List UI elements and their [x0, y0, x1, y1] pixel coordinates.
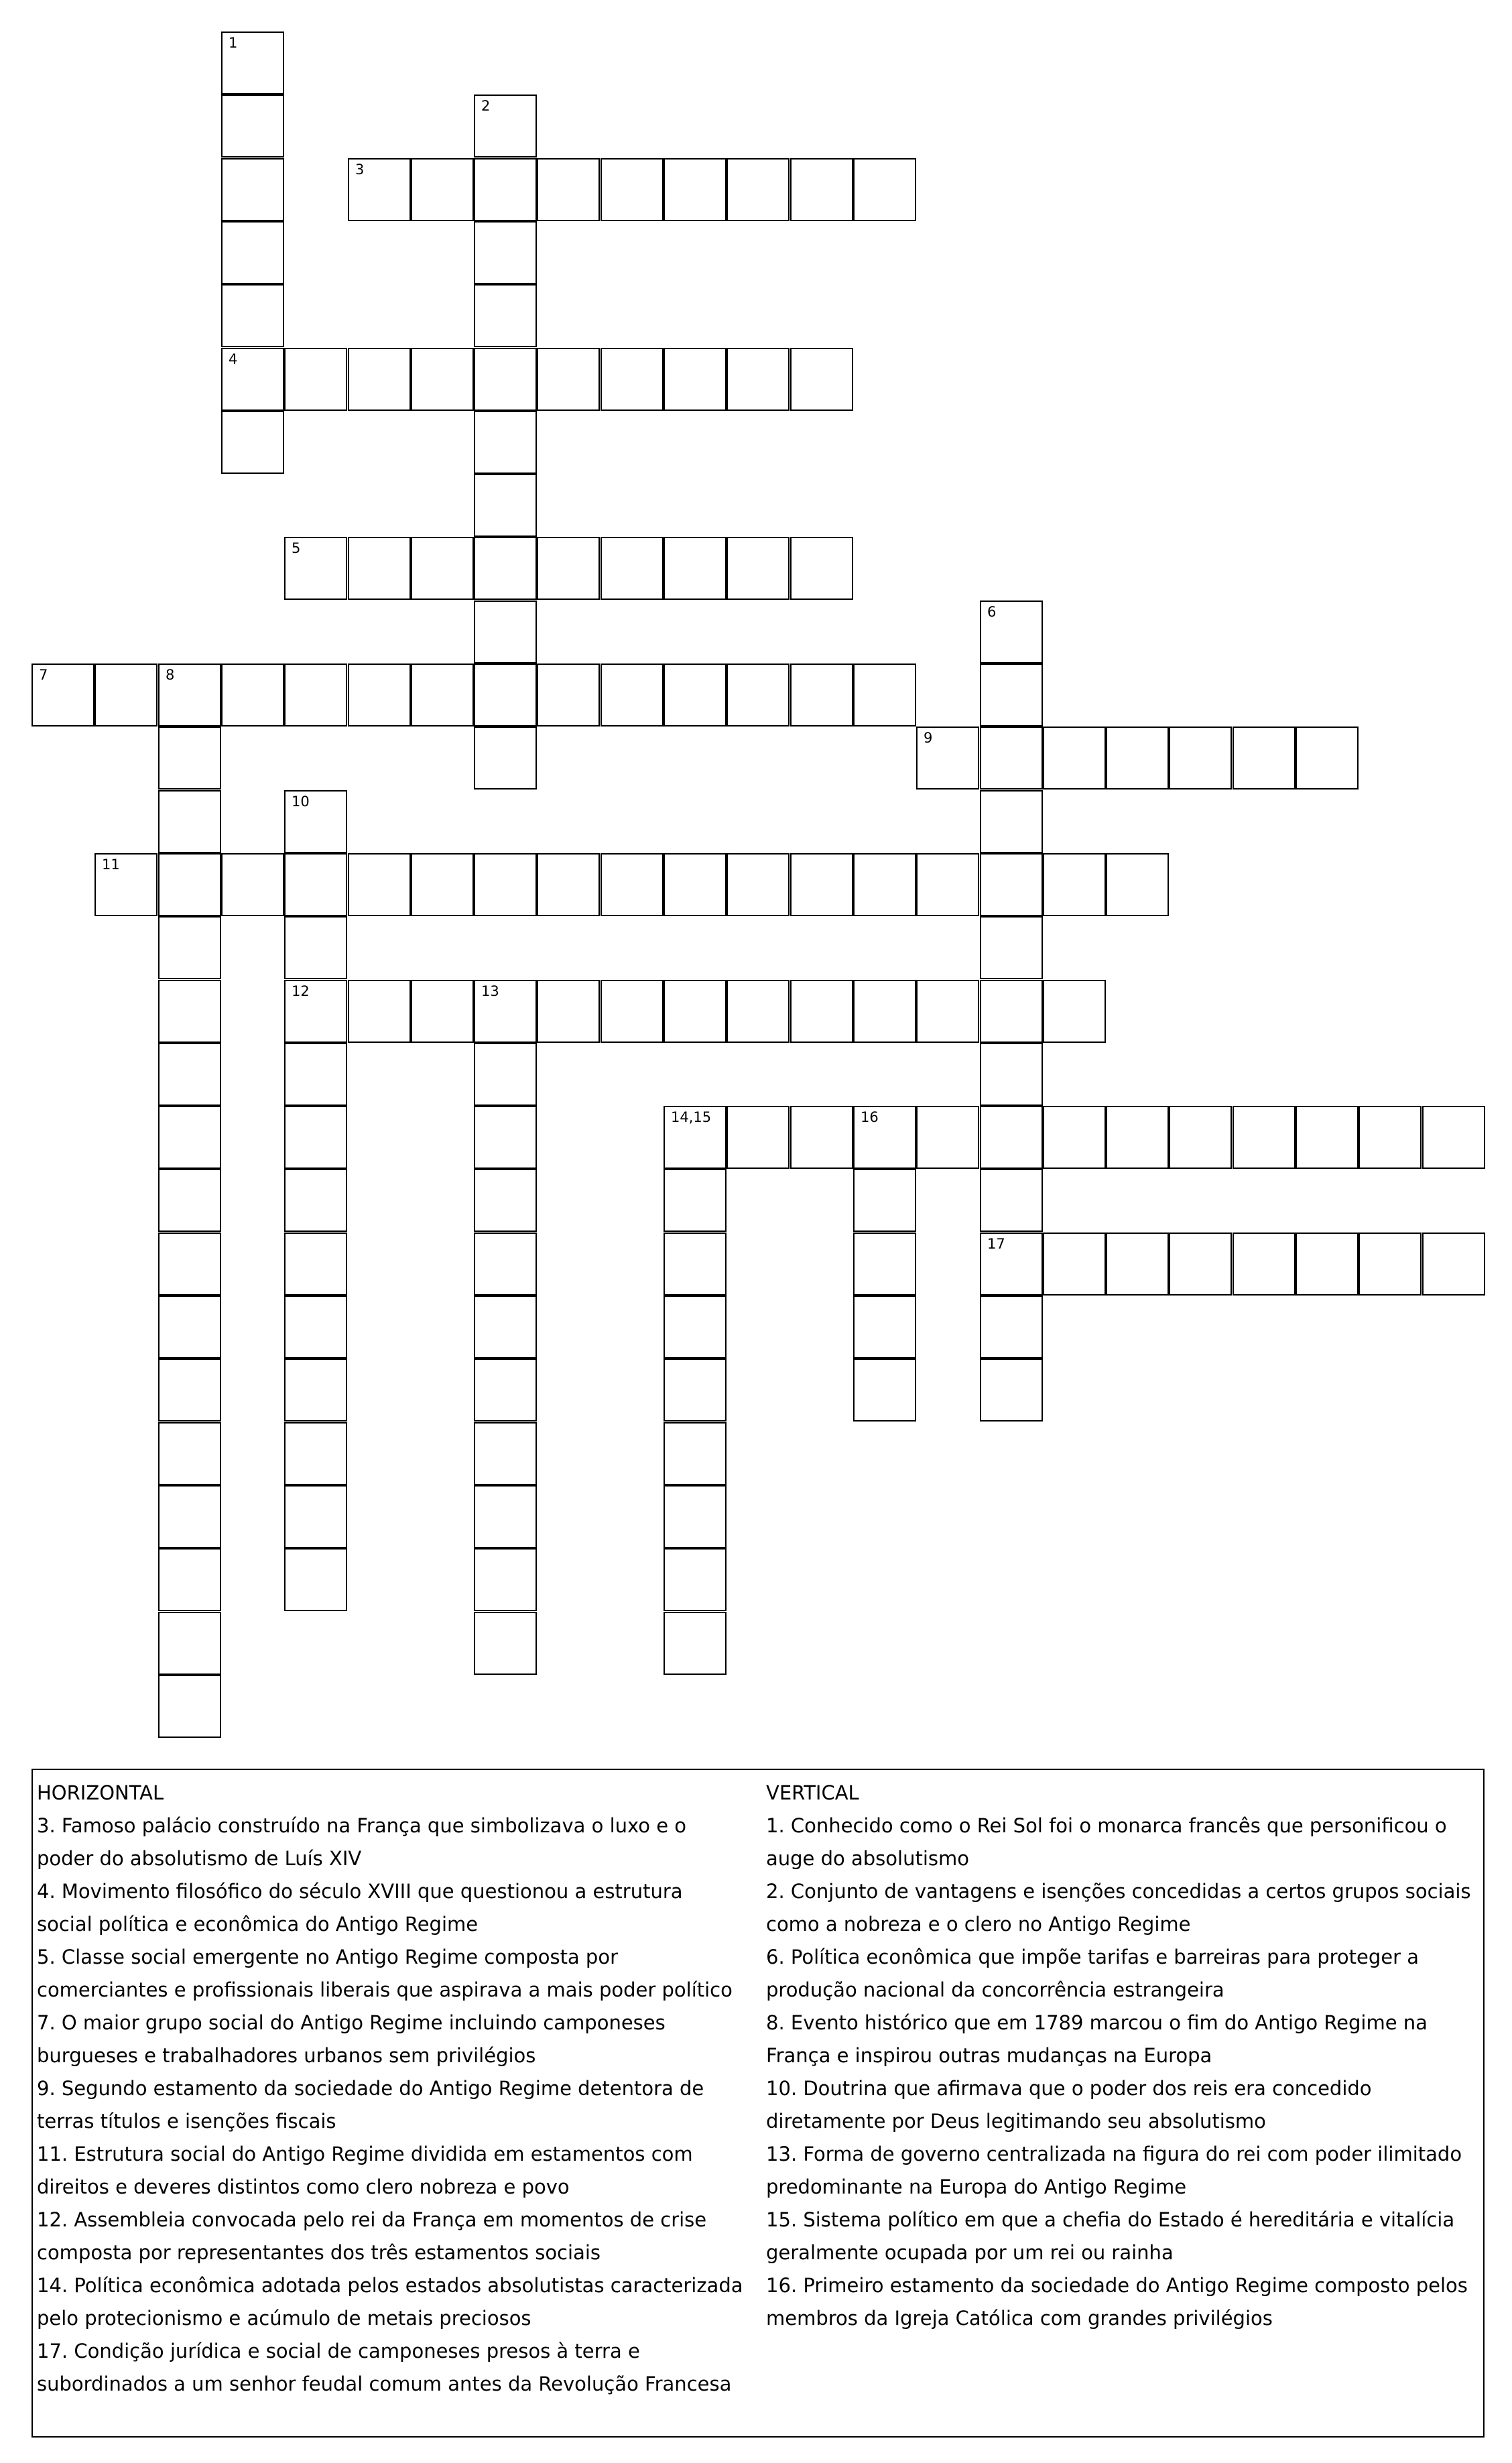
grid-cell[interactable]: [348, 537, 411, 600]
horizontal-heading: HORIZONTAL: [37, 1781, 164, 1804]
clue-v8: 8. Evento histórico que em 1789 marcou o fim do Antigo Regime na França e inspirou outras mudanças na Europa: [766, 2011, 1428, 2067]
clue-v1: 1. Conhecido como o Rei Sol foi o monarca francês que personificou o auge do absolutismo: [766, 1814, 1447, 1870]
grid-cell[interactable]: [474, 94, 537, 157]
grid-cell[interactable]: [474, 348, 537, 411]
grid-cell[interactable]: [1043, 853, 1106, 916]
grid-cell[interactable]: [158, 727, 221, 790]
grid-cell[interactable]: [664, 664, 727, 727]
clue-number: 1: [229, 35, 238, 51]
grid-cell[interactable]: [221, 158, 284, 221]
grid-cell[interactable]: [1106, 853, 1169, 916]
grid-cell[interactable]: [727, 980, 790, 1043]
grid-cell[interactable]: [853, 1106, 916, 1169]
clue-number: 8: [166, 667, 175, 683]
clue-v2: 2. Conjunto de vantagens e isenções concedidas a certos grupos sociais como a nobreza e o clero no Antigo Regime: [766, 1880, 1471, 1936]
vertical-clues: [766, 1777, 1473, 2335]
grid-cell[interactable]: [474, 1548, 537, 1611]
grid-cell[interactable]: [284, 916, 347, 979]
grid-cell[interactable]: [980, 1169, 1043, 1232]
grid-cell[interactable]: [411, 980, 474, 1043]
grid-cell[interactable]: [664, 853, 727, 916]
grid-cell[interactable]: [474, 474, 537, 537]
grid-cell[interactable]: [1422, 1233, 1485, 1296]
grid-cell[interactable]: [1296, 1233, 1359, 1296]
grid-cell[interactable]: [411, 158, 474, 221]
grid-cell[interactable]: [790, 980, 853, 1043]
clue-v13: 13. Forma de governo centralizada na figura do rei com poder ilimitado predominante na Europa do Antigo Regime: [766, 2143, 1462, 2198]
grid-cell[interactable]: [664, 1359, 727, 1422]
grid-cell[interactable]: [348, 158, 411, 221]
grid-cell[interactable]: [474, 158, 537, 221]
grid-cell[interactable]: [474, 1359, 537, 1422]
grid-cell[interactable]: [853, 1359, 916, 1422]
grid-cell[interactable]: [474, 853, 537, 916]
grid-cell[interactable]: [1106, 1233, 1169, 1296]
clue-number: 10: [292, 794, 310, 810]
clue-h14: 14. Política econômica adotada pelos estados absolutistas caracterizada pelo protecionismo e acúmulo de metais preciosos: [37, 2274, 743, 2330]
grid-cell[interactable]: [727, 158, 790, 221]
grid-cell[interactable]: [221, 853, 284, 916]
grid-cell[interactable]: [853, 853, 916, 916]
grid-cell[interactable]: [916, 1106, 979, 1169]
grid-cell[interactable]: [158, 1612, 221, 1675]
clue-h3: 3. Famoso palácio construído na França que simbolizava o luxo e o poder do absolutismo de Luís XIV: [37, 1814, 687, 1870]
grid-cell[interactable]: [790, 348, 853, 411]
grid-cell[interactable]: [727, 853, 790, 916]
grid-cell[interactable]: [284, 853, 347, 916]
grid-cell[interactable]: [664, 1612, 727, 1675]
grid-cell[interactable]: [601, 664, 664, 727]
grid-cell[interactable]: [853, 1169, 916, 1232]
grid-cell[interactable]: [158, 1233, 221, 1296]
clue-number: 5: [292, 540, 301, 556]
clue-number: 17: [987, 1236, 1005, 1252]
clue-v10: 10. Doutrina que afirmava que o poder dos reis era concedido diretamente por Deus legitimando seu absolutismo: [766, 2077, 1372, 2133]
grid-cell[interactable]: [474, 1422, 537, 1485]
grid-cell[interactable]: [221, 221, 284, 284]
grid-cell[interactable]: [664, 348, 727, 411]
clue-number: 11: [102, 857, 120, 873]
grid-cell[interactable]: [1233, 1233, 1296, 1296]
grid-cell[interactable]: [853, 1233, 916, 1296]
grid-cell[interactable]: [284, 1485, 347, 1548]
grid-cell[interactable]: [474, 1612, 537, 1675]
grid-cell[interactable]: [158, 1485, 221, 1548]
grid-cell[interactable]: [221, 94, 284, 157]
grid-cell[interactable]: [158, 1296, 221, 1359]
grid-cell[interactable]: [727, 348, 790, 411]
grid-cell[interactable]: [601, 980, 664, 1043]
grid-cell[interactable]: [411, 537, 474, 600]
clue-number: 12: [292, 983, 310, 999]
clue-number: 16: [861, 1109, 879, 1125]
grid-cell[interactable]: [853, 158, 916, 221]
grid-cell[interactable]: [474, 1485, 537, 1548]
grid-cell[interactable]: [727, 664, 790, 727]
grid-cell[interactable]: [980, 601, 1043, 664]
clues-box: [32, 1769, 1485, 2438]
grid-cell[interactable]: [158, 1422, 221, 1485]
clue-v15: 15. Sistema político em que a chefia do Estado é hereditária e vitalícia geralmente ocupada por um rei ou rainha: [766, 2208, 1455, 2264]
grid-cell[interactable]: [853, 1296, 916, 1359]
grid-cell[interactable]: [284, 1106, 347, 1169]
grid-cell[interactable]: [980, 1043, 1043, 1106]
grid-cell[interactable]: [474, 221, 537, 284]
grid-cell[interactable]: [1233, 1106, 1296, 1169]
grid-cell[interactable]: [284, 1359, 347, 1422]
grid-cell[interactable]: [664, 1233, 727, 1296]
clue-number: 7: [39, 667, 48, 683]
grid-cell[interactable]: [1043, 980, 1106, 1043]
horizontal-clues: [37, 1777, 744, 2401]
grid-cell[interactable]: [537, 853, 600, 916]
grid-cell[interactable]: [1359, 1106, 1422, 1169]
grid-cell[interactable]: [664, 1169, 727, 1232]
grid-cell[interactable]: [474, 664, 537, 727]
grid-cell[interactable]: [1422, 1106, 1485, 1169]
grid-cell[interactable]: [221, 31, 284, 94]
grid-cell[interactable]: [601, 348, 664, 411]
grid-cell[interactable]: [284, 1296, 347, 1359]
clue-v16: 16. Primeiro estamento da sociedade do Antigo Regime composto pelos membros da Igreja Católica com grandes privilégios: [766, 2274, 1468, 2330]
clue-h17: 17. Condição jurídica e social de camponeses presos à terra e subordinados a um senhor feudal comum antes da Revolução Francesa: [37, 2340, 732, 2395]
grid-cell[interactable]: [221, 348, 284, 411]
grid-cell[interactable]: [158, 853, 221, 916]
grid-cell[interactable]: [1043, 1233, 1106, 1296]
vertical-heading: VERTICAL: [766, 1781, 859, 1804]
grid-cell[interactable]: [158, 1359, 221, 1422]
grid-cell[interactable]: [1169, 1233, 1232, 1296]
grid-cell[interactable]: [980, 980, 1043, 1043]
grid-cell[interactable]: [284, 1043, 347, 1106]
grid-cell[interactable]: [158, 916, 221, 979]
grid-cell[interactable]: [980, 1359, 1043, 1422]
clue-h9: 9. Segundo estamento da sociedade do Antigo Regime detentora de terras títulos e isenções fiscais: [37, 2077, 704, 2133]
clue-number: 13: [481, 983, 499, 999]
clue-number: 6: [987, 604, 997, 620]
grid-cell[interactable]: [284, 348, 347, 411]
clue-number: 9: [924, 730, 933, 746]
grid-cell[interactable]: [980, 664, 1043, 727]
grid-cell[interactable]: [537, 348, 600, 411]
grid-cell[interactable]: [1106, 1106, 1169, 1169]
grid-cell[interactable]: [664, 980, 727, 1043]
clue-h7: 7. O maior grupo social do Antigo Regime incluindo camponeses burgueses e trabalhadores urbanos sem privilégios: [37, 2011, 666, 2067]
grid-cell[interactable]: [916, 727, 979, 790]
grid-cell[interactable]: [790, 1106, 853, 1169]
grid-cell[interactable]: [158, 1106, 221, 1169]
grid-cell[interactable]: [158, 790, 221, 853]
grid-cell[interactable]: [221, 664, 284, 727]
grid-cell[interactable]: [1296, 1106, 1359, 1169]
grid-cell[interactable]: [94, 664, 158, 727]
grid-cell[interactable]: [284, 1233, 347, 1296]
grid-cell[interactable]: [664, 1106, 727, 1169]
grid-cell[interactable]: [284, 980, 347, 1043]
grid-cell[interactable]: [1296, 727, 1359, 790]
grid-cell[interactable]: [727, 537, 790, 600]
clue-number: 3: [355, 162, 365, 178]
grid-cell[interactable]: [221, 411, 284, 474]
grid-cell[interactable]: [664, 537, 727, 600]
grid-cell[interactable]: [474, 601, 537, 664]
grid-cell[interactable]: [853, 980, 916, 1043]
grid-cell[interactable]: [474, 537, 537, 600]
grid-cell[interactable]: [980, 853, 1043, 916]
grid-cell[interactable]: [537, 664, 600, 727]
grid-cell[interactable]: [474, 980, 537, 1043]
clue-number: 2: [481, 98, 491, 114]
grid-cell[interactable]: [284, 1548, 347, 1611]
grid-cell[interactable]: [790, 158, 853, 221]
grid-cell[interactable]: [158, 664, 221, 727]
clue-h12: 12. Assembleia convocada pelo rei da França em momentos de crise composta por representantes dos três estamentos sociais: [37, 2208, 707, 2264]
grid-cell[interactable]: [790, 664, 853, 727]
grid-cell[interactable]: [94, 853, 158, 916]
grid-cell[interactable]: [158, 1169, 221, 1232]
grid-cell[interactable]: [284, 664, 347, 727]
grid-cell[interactable]: [348, 980, 411, 1043]
grid-cell[interactable]: [474, 1106, 537, 1169]
grid-cell[interactable]: [284, 537, 347, 600]
grid-cell[interactable]: [916, 980, 979, 1043]
grid-cell[interactable]: [853, 664, 916, 727]
grid-cell[interactable]: [411, 664, 474, 727]
grid-cell[interactable]: [537, 158, 600, 221]
clue-h11: 11. Estrutura social do Antigo Regime dividida em estamentos com direitos e deveres distintos como clero nobreza e povo: [37, 2143, 693, 2198]
grid-cell[interactable]: [1359, 1233, 1422, 1296]
grid-cell[interactable]: [158, 1675, 221, 1738]
grid-cell[interactable]: [1169, 727, 1232, 790]
grid-cell[interactable]: [284, 790, 347, 853]
grid-cell[interactable]: [411, 348, 474, 411]
grid-cell[interactable]: [601, 158, 664, 221]
clue-v6: 6. Política econômica que impõe tarifas e barreiras para proteger a produção nacional da concorrência estrangeira: [766, 1946, 1420, 2001]
grid-cell[interactable]: [1043, 1106, 1106, 1169]
grid-cell[interactable]: [158, 1548, 221, 1611]
grid-cell[interactable]: [284, 1169, 347, 1232]
grid-cell[interactable]: [284, 1422, 347, 1485]
grid-cell[interactable]: [474, 411, 537, 474]
grid-cell[interactable]: [32, 664, 94, 727]
grid-cell[interactable]: [348, 664, 411, 727]
clue-h5: 5. Classe social emergente no Antigo Regime composta por comerciantes e profissionais liberais que aspirava a mais poder político: [37, 1946, 733, 2001]
grid-cell[interactable]: [980, 1106, 1043, 1169]
grid-cell[interactable]: [158, 980, 221, 1043]
clue-h4: 4. Movimento filosófico do século XVIII que questionou a estrutura social política e econômica do Antigo Regime: [37, 1880, 683, 1936]
grid-cell[interactable]: [664, 1548, 727, 1611]
grid-cell[interactable]: [664, 1296, 727, 1359]
grid-cell[interactable]: [727, 1106, 790, 1169]
grid-cell[interactable]: [980, 916, 1043, 979]
clue-number: 4: [229, 351, 238, 367]
grid-cell[interactable]: [1043, 727, 1106, 790]
grid-cell[interactable]: [664, 1485, 727, 1548]
grid-cell[interactable]: [474, 727, 537, 790]
grid-cell[interactable]: [790, 537, 853, 600]
grid-cell[interactable]: [916, 853, 979, 916]
grid-cell[interactable]: [158, 1043, 221, 1106]
grid-cell[interactable]: [411, 853, 474, 916]
grid-cell[interactable]: [474, 1169, 537, 1232]
grid-cell[interactable]: [980, 1296, 1043, 1359]
grid-cell[interactable]: [664, 1422, 727, 1485]
grid-cell[interactable]: [348, 348, 411, 411]
grid-cell[interactable]: [790, 853, 853, 916]
grid-cell[interactable]: [1233, 727, 1296, 790]
grid-cell[interactable]: [221, 284, 284, 347]
grid-cell[interactable]: [474, 1296, 537, 1359]
grid-cell[interactable]: [980, 1233, 1043, 1296]
grid-cell[interactable]: [537, 537, 600, 600]
grid-cell[interactable]: [474, 1043, 537, 1106]
grid-cell[interactable]: [537, 980, 600, 1043]
grid-cell[interactable]: [980, 727, 1043, 790]
grid-cell[interactable]: [474, 1233, 537, 1296]
grid-cell[interactable]: [348, 853, 411, 916]
grid-cell[interactable]: [474, 284, 537, 347]
grid-cell[interactable]: [664, 158, 727, 221]
grid-cell[interactable]: [980, 790, 1043, 853]
grid-cell[interactable]: [601, 853, 664, 916]
grid-cell[interactable]: [1169, 1106, 1232, 1169]
clue-number: 14,15: [671, 1109, 712, 1125]
grid-cell[interactable]: [1106, 727, 1169, 790]
grid-cell[interactable]: [601, 537, 664, 600]
